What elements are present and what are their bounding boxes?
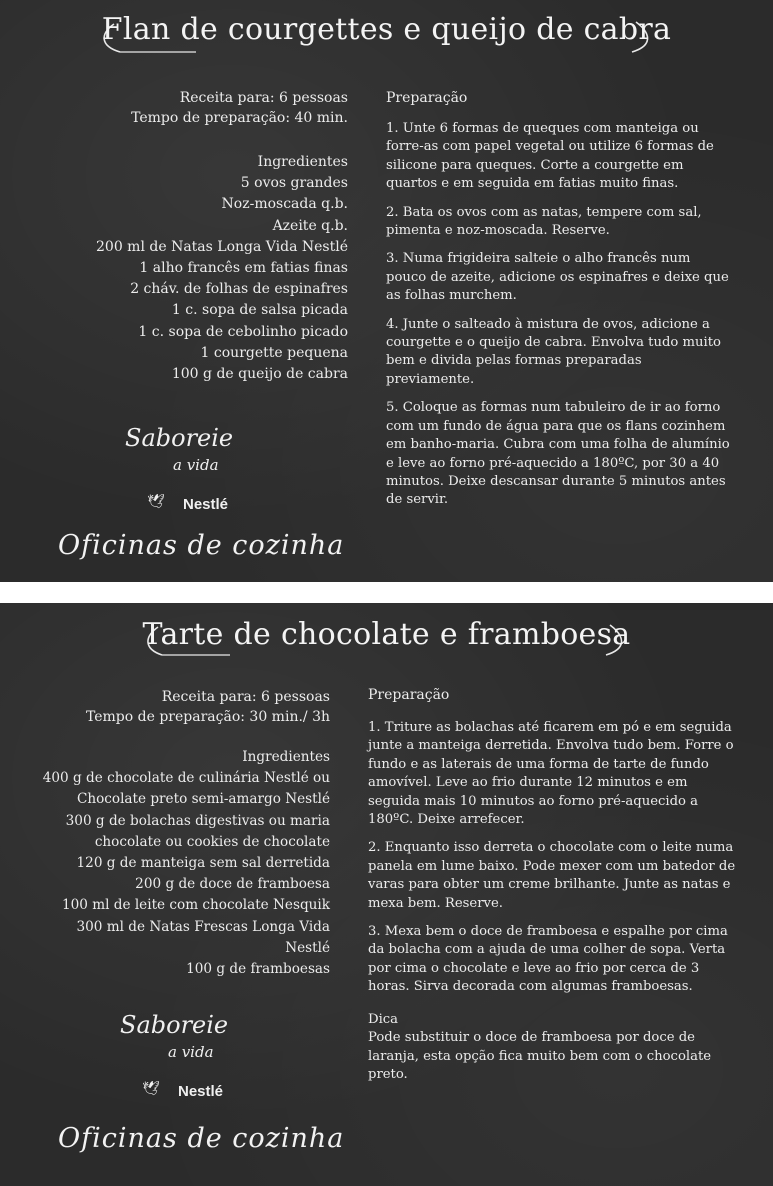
ingredient: 100 g de queijo de cabra bbox=[171, 366, 348, 383]
oficinas-de-cozinha: Oficinas de cozinha bbox=[58, 1123, 345, 1154]
prep-step: 1. Triture as bolachas até ficarem em pó e em seguida junte a manteiga derretida. Envolva tudo bem. Forre o fundo e as laterais de uma forma de tarte de fundo amovível. Leve ao frio durante 12 minutos e em seguida mais 10 minutos ao forno pré-aquecido a 180ºC. Deixe arrefecer. bbox=[368, 720, 734, 828]
ingredients-list bbox=[43, 747, 330, 980]
ingredient: Noz-moscada q.b. bbox=[221, 196, 348, 213]
prep-step: 2. Enquanto isso derreta o chocolate com o leite numa panela em lume baixo. Pode mexer com um batedor de varas para obter um creme brilhante. Junte as natas e mexa bem. Reserve. bbox=[368, 840, 736, 911]
recipe-meta bbox=[131, 88, 348, 128]
nestle-nest-icon: 🕊 bbox=[147, 494, 165, 510]
ingredient: 1 courgette pequena bbox=[200, 344, 348, 361]
tip-block bbox=[368, 1011, 743, 1085]
saboreie-a-vida-logo: Saboreie a vida 🕊 Nestlé bbox=[125, 424, 234, 513]
servings: Receita para: 6 pessoas bbox=[179, 90, 348, 106]
ingredient: 1 c. sopa de cebolinho picado bbox=[138, 323, 348, 340]
recipe-title: Flan de courgettes e queijo de cabra bbox=[101, 12, 672, 47]
ingredient: 5 ovos grandes bbox=[240, 175, 348, 192]
ingredient: 100 g de framboesas bbox=[186, 961, 330, 978]
ingredient: 300 g de bolachas digestivas ou maria bbox=[65, 812, 330, 829]
prep-time: Tempo de preparação: 40 min. bbox=[131, 110, 348, 126]
tip-heading: Dica bbox=[368, 1011, 399, 1027]
prep-step: 5. Coloque as formas num tabuleiro de ir ao forno com um fundo de água para que os flans cozinhem em banho-maria. Cubra com uma folha de alumínio e leve ao forno pré-aquecido a 180ºC, por 30 a 40 minutos. Deixe descansar durante 5 minutos antes de servir. bbox=[386, 400, 730, 508]
preparation-heading: Preparação bbox=[368, 687, 450, 703]
nestle-brand: Nestlé bbox=[183, 496, 229, 513]
ingredient: 400 g de chocolate de culinária Nestlé ou bbox=[42, 770, 330, 787]
preparation-steps bbox=[368, 719, 743, 1084]
ingredient: 120 g de manteiga sem sal derretida bbox=[76, 855, 330, 872]
ingredient: 200 g de doce de framboesa bbox=[135, 876, 330, 893]
ingredient: 1 alho francês em fatias finas bbox=[139, 260, 348, 277]
prep-step: 2. Bata os ovos com as natas, tempere com sal, pimenta e noz-moscada. Reserve. bbox=[386, 204, 702, 239]
prep-step: 4. Junte o salteado à mistura de ovos, adicione a courgette e o queijo de cabra. Envolva tudo muito bem e divida pelas formas preparadas previamente. bbox=[386, 316, 721, 387]
ingredients-list bbox=[96, 152, 348, 385]
preparation-heading: Preparação bbox=[386, 90, 468, 106]
ingredients-heading: Ingredientes bbox=[242, 749, 330, 765]
prep-step: 1. Unte 6 formas de queques com manteiga ou forre-as com papel vegetal ou utilize 6 formas de silicone para queques. Corte a courgette em quartos e em seguida em fatias muito finas. bbox=[386, 121, 714, 192]
servings: Receita para: 6 pessoas bbox=[161, 689, 330, 705]
saboreie-a-vida-logo: Saboreie a vida 🕊 Nestlé bbox=[120, 1011, 229, 1100]
oficinas-de-cozinha: Oficinas de cozinha bbox=[58, 530, 345, 561]
tip-text: Pode substituir o doce de framboesa por doce de laranja, esta opção fica muito bem com o chocolate preto. bbox=[368, 1030, 712, 1082]
ingredient: 1 c. sopa de salsa picada bbox=[171, 302, 348, 319]
preparation-steps bbox=[386, 120, 731, 520]
ingredient: 100 ml de leite com chocolate Nesquik bbox=[61, 897, 330, 914]
ingredient: chocolate ou cookies de chocolate bbox=[94, 833, 330, 850]
nestle-nest-icon: 🕊 bbox=[142, 1081, 160, 1097]
prep-time: Tempo de preparação: 30 min./ 3h bbox=[86, 709, 330, 725]
recipe-card-flan bbox=[0, 0, 773, 582]
nestle-brand: Nestlé bbox=[178, 1083, 224, 1100]
prep-step: 3. Numa frigideira salteie o alho francês num pouco de azeite, adicione os espinafres e deixe que as folhas murchem. bbox=[386, 251, 729, 304]
ingredient: Azeite q.b. bbox=[272, 217, 348, 234]
ingredient: 200 ml de Natas Longa Vida Nestlé bbox=[96, 238, 348, 255]
ingredient: 2 cháv. de folhas de espinafres bbox=[130, 281, 348, 298]
ingredient: 300 ml de Natas Frescas Longa Vida bbox=[76, 918, 330, 935]
prep-step: 3. Mexa bem o doce de framboesa e espalhe por cima da bolacha com a ajuda de uma colher de sopa. Verta por cima o chocolate e leve ao frio por cerca de 3 horas. Sirva decorada com algumas framboesas. bbox=[368, 924, 728, 995]
ingredient: Chocolate preto semi-amargo Nestlé bbox=[76, 791, 330, 808]
recipe-title: Tarte de chocolate e framboesa bbox=[142, 617, 631, 652]
ingredients-heading: Ingredientes bbox=[257, 154, 348, 170]
recipe-meta bbox=[86, 687, 330, 727]
ingredient: Nestlé bbox=[285, 939, 330, 956]
recipe-card-tarte bbox=[0, 603, 773, 1186]
